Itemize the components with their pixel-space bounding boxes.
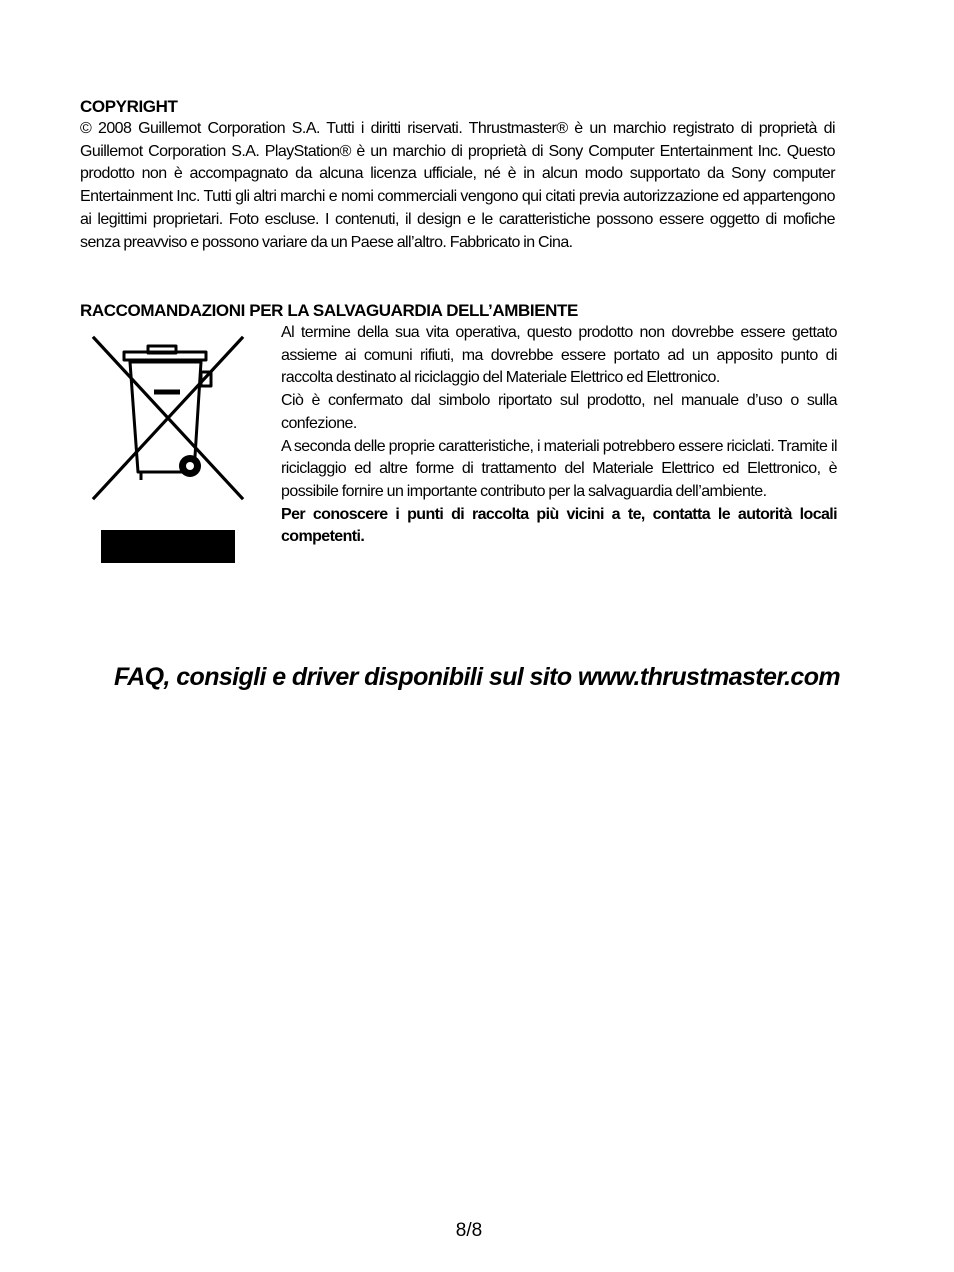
black-bar — [101, 530, 235, 563]
copyright-text: © 2008 Guillemot Corporation S.A. Tutti i diritti riservati. Thrustmaster® è un marchio registrato di proprietà di Guillemot Corporation S.A. PlayStation® è un marchio di proprietà di Sony Computer Entertainment Inc. Questo prodotto non è accompagnato da alcuna licenza ufficiale, né è in alcun modo supportato da Sony computer Entertainment Inc. Tutti gli altri marchi e nomi commerciali vengono qui citati previa autorizzazione ed appartengono ai legittimi proprietari. Foto escluse. I contenuti, il design e le caratteristiche possono essere oggetto di mofiche senza preavviso e possono variare da un Paese all’altro. Fabbricato in Cina. — [80, 120, 835, 251]
environment-paragraph-2: Ciò è confermato dal simbolo riportato sul prodotto, nel manuale d’uso o sulla confezione. — [281, 392, 837, 432]
environment-heading: RACCOMANDAZIONI PER LA SALVAGUARDIA DELL’AMBIENTE — [80, 301, 578, 320]
copyright-heading: COPYRIGHT — [80, 97, 178, 116]
environment-paragraph-1: Al termine della sua vita operativa, questo prodotto non dovrebbe essere gettato assieme ai comuni rifiuti, ma dovrebbe essere portato ad un apposito punto di raccolta destinato al riciclaggio del Materiale Elettrico ed Elettronico. — [281, 324, 837, 387]
crossed-out-wheelie-bin-icon — [86, 332, 248, 504]
environment-paragraph-3: A seconda delle proprie caratteristiche, i materiali potrebbero essere riciclati. Tramite il riciclaggio ed altre forme di trattamento del Materiale Elettrico ed Elettronico, è possibile fornire un importante contributo per la salvaguardia dell’ambiente. — [281, 437, 837, 500]
environment-text — [281, 322, 837, 549]
page-number: 8/8 — [455, 1220, 483, 1241]
faq-line: FAQ, consigli e driver disponibili sul sito www.thrustmaster.com — [113, 663, 841, 691]
environment-paragraph-bold: Per conoscere i punti di raccolta più vicini a te, contatta le autorità locali competenti. — [281, 505, 837, 546]
